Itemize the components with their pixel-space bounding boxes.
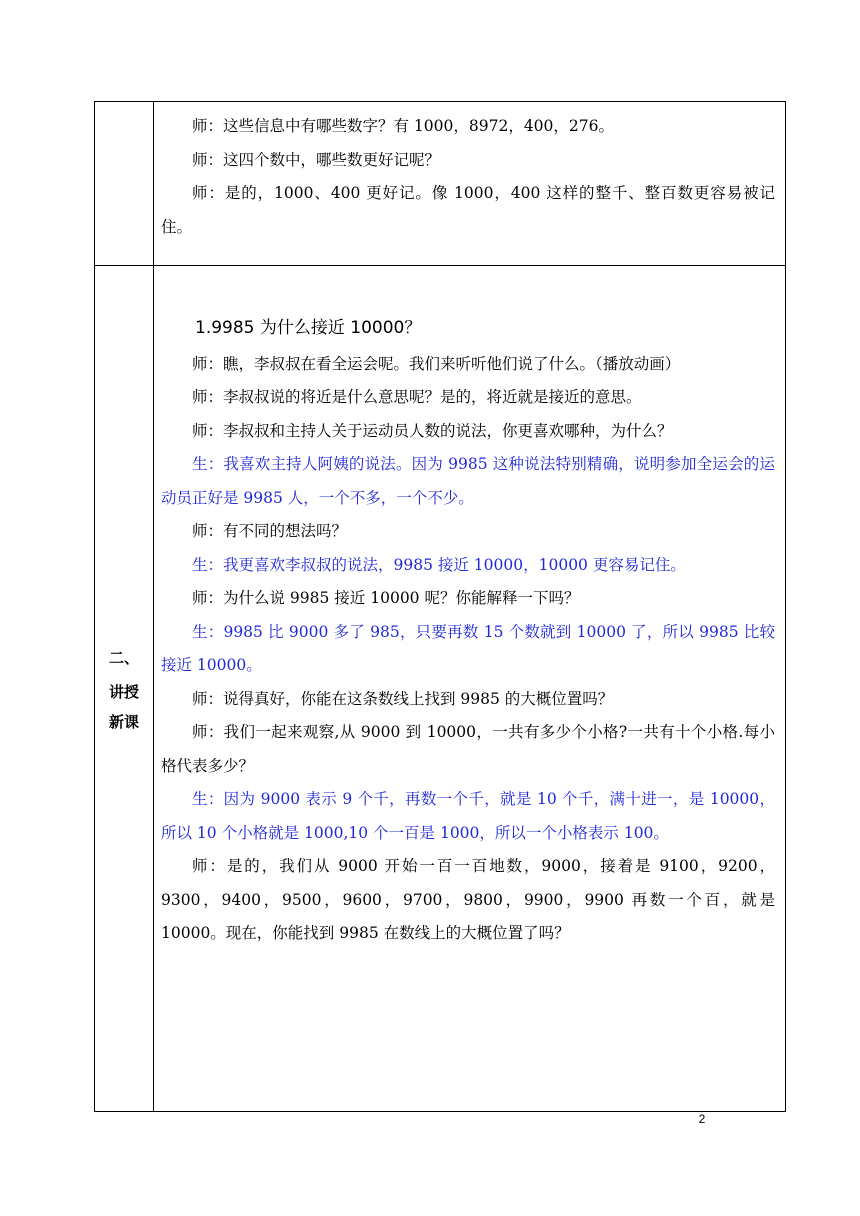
dialogue-paragraph: 师：瞧，李叔叔在看全运会呢。我们来听听他们说了什么。（播放动画） <box>192 354 681 373</box>
student-answer: 生：我喜欢主持人阿姨的说法。因为 9985 这种说法特别精确，说明参加全运会的运动员正好是 9985 人，一个不多，一个不少。 <box>161 455 775 507</box>
page-number: 2 <box>698 1112 706 1126</box>
row2-content <box>161 310 775 951</box>
section-label <box>95 643 153 737</box>
dialogue-paragraph: 师：说得真好，你能在这条数线上找到 9985 的大概位置吗？ <box>192 689 614 708</box>
student-answer: 生：9985 比 9000 多了 985，只要再数 15 个数就到 10000 了，所以 9985 比较接近 10000。 <box>161 622 775 674</box>
row1-content <box>161 110 775 244</box>
table-bottom-border <box>94 1111 786 1112</box>
table-right-border <box>785 101 786 1112</box>
row1-paragraph: 师：是的，1000、400 更好记。像 1000，400 这样的整千、整百数更容易被记住。 <box>161 184 775 236</box>
section-label-number: 二、 <box>108 649 139 667</box>
row1-paragraph: 师：这些信息中有哪些数字？有 1000，8972，400，276。 <box>192 117 614 135</box>
dialogue-paragraph: 师：有不同的想法吗？ <box>192 522 348 540</box>
dialogue-paragraph: 师：是的，我们从 9000 开始一百一百地数，9000，接着是 9100，9200，9300，9400，9500，9600，9700，9800，9900，9900 再数一个百，就是 10000。现在，你能找到 9985 在数线上的大概位置了吗？ <box>161 857 775 942</box>
dialogue-paragraph: 师：李叔叔说的将近是什么意思呢？是的，将近就是接近的意思。 <box>192 388 642 406</box>
table-top-border <box>94 101 786 102</box>
table-left-border <box>94 101 95 1112</box>
row1-paragraph: 师：这四个数中，哪些数更好记呢？ <box>192 150 441 169</box>
dialogue-paragraph: 师：我们一起来观察,从 9000 到 10000，一共有多少个小格?一共有十个小格.每小格代表多少？ <box>161 723 775 775</box>
dialogue-paragraph: 师：为什么说 9985 接近 10000 呢？你能解释一下吗？ <box>192 589 580 607</box>
student-answer: 生：因为 9000 表示 9 个千，再数一个千，就是 10 个千，满十进一，是 10000，所以 10 个小格就是 1000,10 个一百是 1000，所以一个小格表示 100。 <box>161 790 775 842</box>
section-label-line3: 新课 <box>108 713 139 731</box>
column-divider <box>153 101 154 1112</box>
row-divider <box>94 265 786 266</box>
section-heading: 1.9985 为什么接近 10000？ <box>195 318 422 338</box>
dialogue-paragraph: 师：李叔叔和主持人关于运动员人数的说法，你更喜欢哪种，为什么？ <box>192 421 673 440</box>
section-label-line2: 讲授 <box>108 683 139 701</box>
student-answer: 生：我更喜欢李叔叔的说法，9985 接近 10000，10000 更容易记住。 <box>192 555 686 574</box>
